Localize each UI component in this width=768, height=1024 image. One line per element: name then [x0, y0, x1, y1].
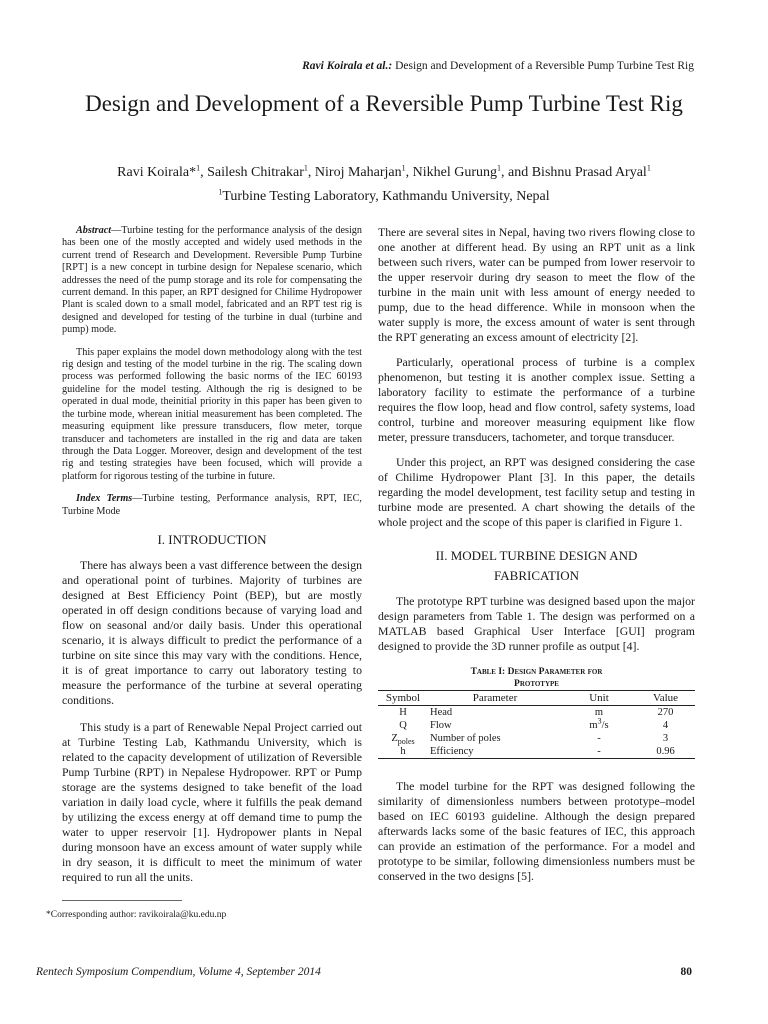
symbol-base: Z [391, 733, 398, 744]
author-5: , and Bishnu Prasad Aryal [501, 165, 647, 180]
author-2-sup: 1 [303, 163, 308, 173]
index-terms-label: Index Terms [76, 493, 133, 505]
table-header-unit: Unit [562, 691, 636, 706]
table-header-parameter: Parameter [428, 691, 562, 706]
table-cell-value: 270 [657, 707, 674, 718]
author-4-sup: 1 [497, 163, 501, 173]
running-header [302, 60, 694, 72]
table-header-symbol: Symbol [378, 691, 428, 706]
unit-base: m [589, 720, 598, 731]
paper-title: Design and Development of a Reversible Pump Turbine Test Rig [85, 91, 683, 116]
table-cell-parameter: Efficiency [430, 746, 474, 757]
table-cell-symbol: H [399, 707, 407, 718]
table-cell-value: 3 [662, 733, 669, 744]
table-cell-parameter: Flow [430, 720, 452, 731]
table-row [378, 732, 695, 745]
right-paragraph-4: The prototype RPT turbine was designed based upon the major design parameters from Table 1. The design was performed on a MATLAB based Graphical User Interface [GUI] program designed to provide the 3D runner profile as output [4]. [378, 594, 695, 653]
table-cell-symbol: Q [399, 720, 407, 731]
section-heading-model-turbine [378, 546, 695, 586]
author-5-sup: 1 [646, 163, 651, 173]
right-column [378, 225, 695, 884]
affiliation [40, 189, 728, 205]
table-cell-symbol: h [400, 746, 406, 757]
table-cell-unit: - [597, 746, 601, 757]
table-row [378, 706, 695, 720]
table-cell-value: 4 [662, 720, 669, 731]
intro-paragraph-1: There has always been a vast difference between the design and operational point of turbines. Majority of turbines are designed at Best Efficiency Point (BEP), but are mostly operated in off design conditions because of varying load and flow on seasonal and/or daily basis. Under this operational scenario, it is always difficult to predict the performance of a turbine on site since this may vary with the conditions. Hence, it is of great importance to carry out laboratory testing to measure the performance of the turbine at several operating conditions. [62, 557, 362, 707]
abstract-paragraph-1 [62, 225, 362, 337]
footer-journal: Rentech Symposium Compendium, Volume 4, September 2014 [36, 966, 321, 978]
left-column [62, 225, 362, 885]
running-header-authors: Ravi Koirala et al.: [302, 60, 393, 72]
section-heading-line-2: FABRICATION [494, 568, 579, 583]
author-3-sup: 1 [401, 163, 406, 173]
affiliation-text: Turbine Testing Laboratory, Kathmandu University, Nepal [222, 189, 550, 204]
design-parameter-table [378, 690, 695, 759]
table-header-value: Value [636, 691, 695, 706]
footnote-separator [62, 900, 182, 901]
right-paragraph-3: Under this project, an RPT was designed considering the case of Chilime Hydropower Plant [3]. In this paper, the details regarding the model development, test facility setup and testing in turbine mode are presented. A chart showing the details of the whole project and the scope of this paper is clarified in Figure 1. [378, 455, 695, 529]
index-terms [62, 493, 362, 518]
table-cell-parameter: Head [430, 707, 453, 718]
table-cell-unit [562, 716, 636, 732]
right-paragraph-5: The model turbine for the RPT was designed following the similarity of dimensionless numbers between prototype–model based on IEC 60193 guideline. Although the design prepared afterwards lacks some of the basic features of IEC, this approach can provide an estimation of the performance. For a model and prototype to be similar, following dimensionless numbers must be conserved in the two designs [5]. [378, 779, 695, 883]
right-paragraph-1: There are several sites in Nepal, having two rivers flowing close to one another at different head. By using an RPT unit as a link between such rivers, water can be pumped from lower reservoir to the upper reservoir during dry season to meet the flow of the turbine in the main unit with less amount of energy needed to pump, due to the head difference. While in monsoon when the water supply is more, the excess amount of water is sent through the RPT generating an excess amount of electricity [2]. [378, 225, 695, 344]
section-heading-introduction: I. INTRODUCTION [157, 531, 267, 547]
table-row [378, 745, 695, 759]
unit-tail: /s [601, 720, 609, 731]
unit-superscript: 3 [597, 716, 602, 726]
author-list [40, 165, 728, 181]
symbol-subscript: poles [397, 737, 415, 747]
table-cell-value: 0.96 [656, 746, 675, 757]
table-cell-symbol [378, 732, 428, 745]
section-heading-line-1: II. MODEL TURBINE DESIGN AND [435, 548, 638, 563]
intro-paragraph-2: This study is a part of Renewable Nepal Project carried out at Turbine Testing Lab, Kathmandu University, which is related to the capacity development of utilization of Reversible Pump Turbine (RPT) in Nepalese Hydropower. RPT or Pump storage are the systems designed to take benefit of the load variation in daily load cycle, where it fulfills the peak demand by utilizing the excess energy at off demand time to pump the water to upper reservoir [1]. Hydropower plants in Nepal during monsoon have an excess amount of water supply while in dry season, it is difficult to meet the minimum of water required to run all the units. [62, 719, 362, 884]
right-paragraph-2: Particularly, operational process of turbine is a complex phenomenon, but testing it is another complex issue. Setting a laboratory facility to estimate the performance of a turbine requires the flow loop, head and flow control, safety systems, load control, turbine and moreover measuring equipment like flow meter, pressure transducers, tachometer, and torque transducer. [378, 355, 695, 444]
affiliation-sup: 1 [218, 187, 223, 197]
table-cell-unit: m [594, 707, 604, 718]
author-3: , Niroj Maharjan [307, 165, 402, 180]
table-caption-line-1: Table I: Design Parameter for [470, 667, 603, 677]
author-1: Ravi Koirala* [117, 165, 197, 180]
abstract-text-1: —Turbine testing for the performance analysis of the design has been one of the mostly accepted and widely used methods in the current trend of Research and Development. Reversible Pump Turbine [RPT] is a new concept in turbine design for Nepalese scenario, which addresses the need of the pump storage and its role for compensating the current demand. In this paper, an RPT designed for Chilime Hydropower Plant is scaled down to a small model, fabricated and an RPT test rig is designed and developed for testing of the turbine in dual (turbine and pump) mode. [62, 225, 362, 336]
footnote: *Corresponding author: ravikoirala@ku.edu.np [46, 910, 227, 920]
page-number: 80 [680, 966, 692, 978]
author-1-sup: 1 [196, 163, 201, 173]
running-header-title: Design and Development of a Reversible Pump Turbine Test Rig [395, 60, 694, 72]
author-4: , Nikhel Gurung [405, 165, 497, 180]
author-2: , Sailesh Chitrakar [200, 165, 304, 180]
table-caption-line-2: Prototype [514, 679, 559, 689]
table-row [378, 719, 695, 732]
index-terms-text: —Turbine testing, Performance analysis, RPT, IEC, Turbine Mode [62, 493, 362, 517]
table-cell-unit: - [597, 733, 601, 744]
abstract-paragraph-2: This paper explains the model down methodology along with the test rig design and testing of the model turbine in the rig. The scaling down process was performed following the basic norms of the IEC 60193 guideline for the model testing. Although the rig is designed to be operated in dual mode, theinitial priority in this paper has been given to the turbine mode, wherean initial measurement has been completed. The measuring equipment like pressure transducers, flow meter, torque transducer and tachometers are installed in the rig and data are taken through the Data Logger. Moreover, design and development of the test rig and testing strategies have been focused, which will provide a platform for rigorous testing of the turbine in future. [62, 346, 362, 482]
abstract-label: Abstract [76, 225, 112, 236]
table-cell-parameter: Number of poles [430, 733, 501, 744]
table-caption [378, 666, 695, 690]
table-header-row [378, 691, 695, 706]
